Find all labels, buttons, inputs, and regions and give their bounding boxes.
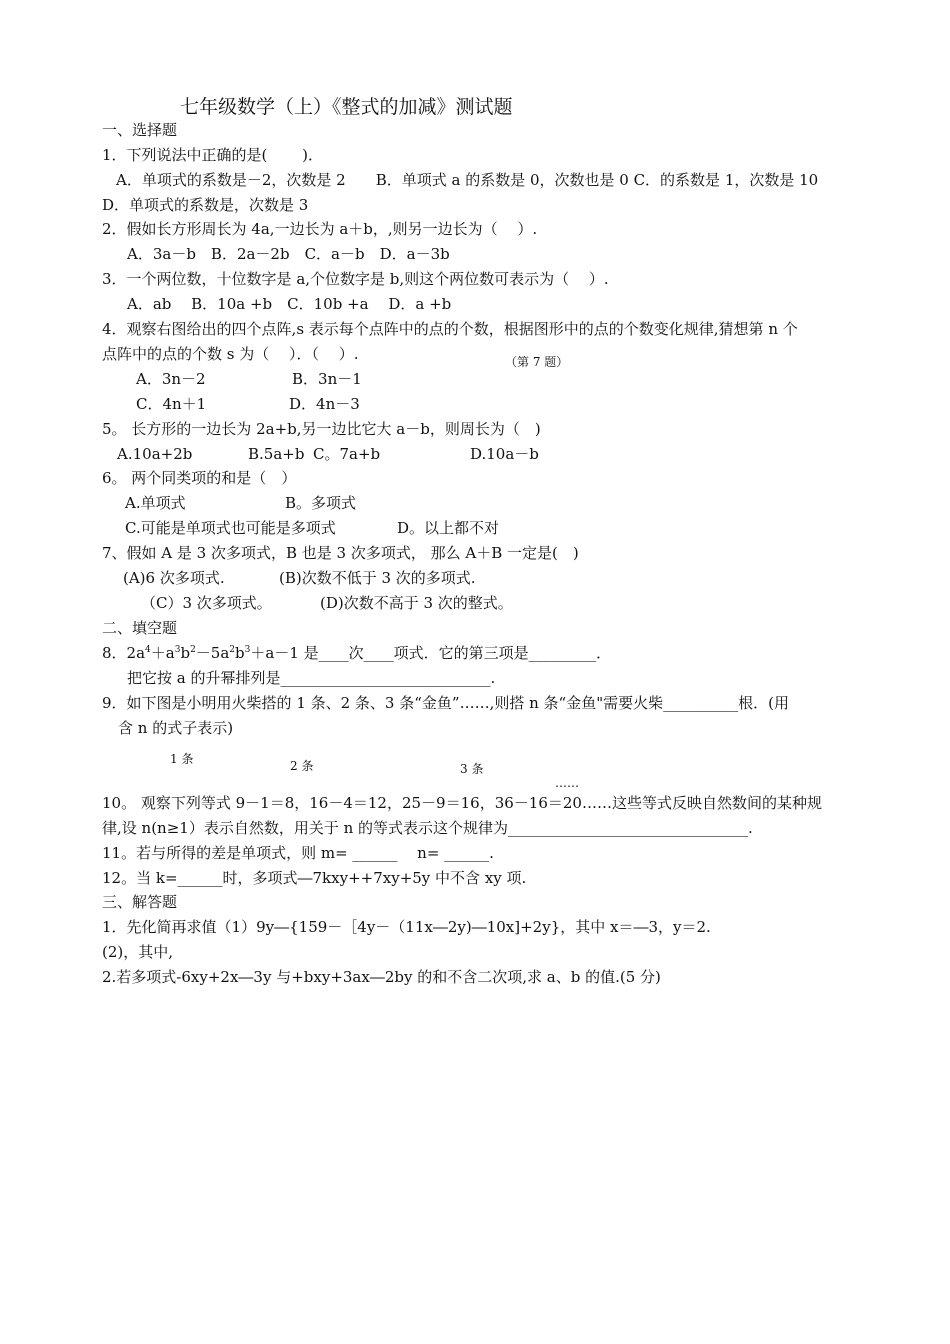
question-4-option-c: C．4n＋1	[136, 395, 207, 413]
question-5-option-b: B.5a+b	[248, 445, 305, 463]
question-10-line1: 10。 观察下列等式 9－1＝8，16－4＝12，25－9＝16，36－16＝20……这些等式反映自然数间的某种规	[102, 794, 822, 812]
question-7-option-b: (B)次数不低于 3 次的多项式.	[279, 569, 476, 587]
question-11: 11。若与所得的差是单项式，则 m= ______ n= ______.	[102, 844, 494, 862]
fish-label-3: 3 条	[460, 762, 484, 776]
q8-text: －5a	[195, 644, 230, 662]
q8-exp: 2	[190, 645, 196, 655]
q8-text: b	[180, 644, 191, 662]
question-6-option-a: A.单项式	[125, 494, 186, 512]
question-3-options: A．ab B．10a +b C．10b +a D．a +b	[127, 295, 452, 313]
question-6-option-b: B。多项式	[285, 494, 357, 512]
question-1-options: A．单项式的系数是－2，次数是 2 B．单项式 a 的系数是 0，次数也是 0 C．的系数是 1，次数是 10	[116, 171, 819, 189]
question-4-option-a: A．3n－2	[136, 370, 206, 388]
question-8-line2: 把它按 a 的升幂排列是____________________________.	[127, 669, 496, 687]
q8-text: b	[235, 644, 245, 662]
q8-exp: 4	[145, 645, 151, 655]
question-6-option-c: C.可能是单项式也可能是多项式	[125, 519, 336, 537]
q8-text: ＋a	[150, 644, 175, 662]
q8-exp: 2	[229, 645, 236, 655]
question-10-line2: 律,设 n(n≥1）表示自然数，用关于 n 的等式表示这个规律为________________________________.	[102, 819, 753, 837]
question-6-stem: 6。 两个同类项的和是（ ）	[102, 469, 297, 487]
question-8-line1	[102, 642, 611, 664]
question-7-stem: 7、假如 A 是 3 次多项式，B 也是 3 次多项式， 那么 A＋B 一定是( )	[102, 544, 579, 562]
answer-1-line2: (2)，其中,	[102, 943, 174, 961]
question-2-options: A．3a－b B．2a－2b C．a－b D．a－3b	[127, 245, 450, 263]
question-2-stem: 2．假如长方形周长为 4a,一边长为 a＋b，,则另一边长为（ ）.	[102, 220, 538, 238]
question-9-line2: 含 n 的式子表示)	[118, 719, 234, 737]
question-5-option-c: C。7a+b	[313, 445, 381, 463]
fish-ellipsis: ……	[555, 776, 579, 790]
question-1-option-d: D．单项式的系数是，次数是 3	[102, 196, 309, 214]
question-4-stem-line2: 点阵中的点的个数 s 为（ ）．（ ）.	[102, 345, 359, 363]
section-heading-answer: 三、解答题	[102, 893, 178, 911]
question-5-option-a: A.10a+2b	[117, 445, 193, 463]
figure-caption: （第 7 题）	[505, 355, 569, 369]
question-12: 12。当 k=______时，多项式―7kxy+​+7xy+5y 中不含 xy 项.	[102, 869, 527, 887]
q8-text: 8．2a	[102, 644, 146, 662]
fish-label-1: 1 条	[170, 752, 194, 766]
answer-1-line1: 1．先化简再求值（1）9y―{159－［4y－（11x―2y)―10x]+2y}，其中 x＝―3，y＝2.	[102, 918, 711, 936]
fish-label-2: 2 条	[290, 759, 314, 773]
question-5-option-d: D.10a－b	[470, 445, 539, 463]
section-heading-choice: 一、选择题	[102, 121, 178, 139]
question-4-stem-line1: 4．观察右图给出的四个点阵,s 表示每个点阵中的点的个数，根据图形中的点的个数变化规律,猜想第 n 个	[102, 320, 798, 338]
question-6-option-d: D。以上都不对	[397, 519, 500, 537]
question-4-option-b: B．3n－1	[292, 370, 362, 388]
question-4-option-d: D．4n－3	[289, 395, 360, 413]
q8-exp: 3	[174, 645, 181, 655]
question-7-option-d: (D)次数不高于 3 次的整式。	[320, 594, 513, 612]
q8-exp: 3	[244, 645, 251, 655]
answer-2: 2.若多项式-6xy+2x―3y 与+bxy+3ax―2by 的和不含二次项,求 a、b 的值.(5 分)	[102, 968, 661, 986]
question-1-stem: 1．下列说法中正确的是( )．	[102, 146, 324, 164]
question-3-stem: 3．一个两位数，十位数字是 a,个位数字是 b,则这个两位数可表示为（ ）.	[102, 270, 609, 288]
page-title: 七年级数学（上）《整式的加减》测试题	[180, 96, 513, 118]
question-7-option-c: （C）3 次多项式。	[141, 594, 272, 612]
q8-text: ＋a－1 是____次____项式．它的第三项是_________．	[250, 644, 612, 662]
question-5-stem: 5。 长方形的一边长为 2a+b,另一边比它大 a－b，则周长为（ )	[102, 420, 541, 438]
section-heading-fill: 二、填空题	[102, 619, 178, 637]
question-7-option-a: (A)6 次多项式.	[123, 569, 225, 587]
question-9-line1: 9．如下图是小明用火柴搭的 1 条、2 条、3 条“金鱼”……,则搭 n 条“金鱼"需要火柴__________根．(用	[102, 694, 789, 712]
